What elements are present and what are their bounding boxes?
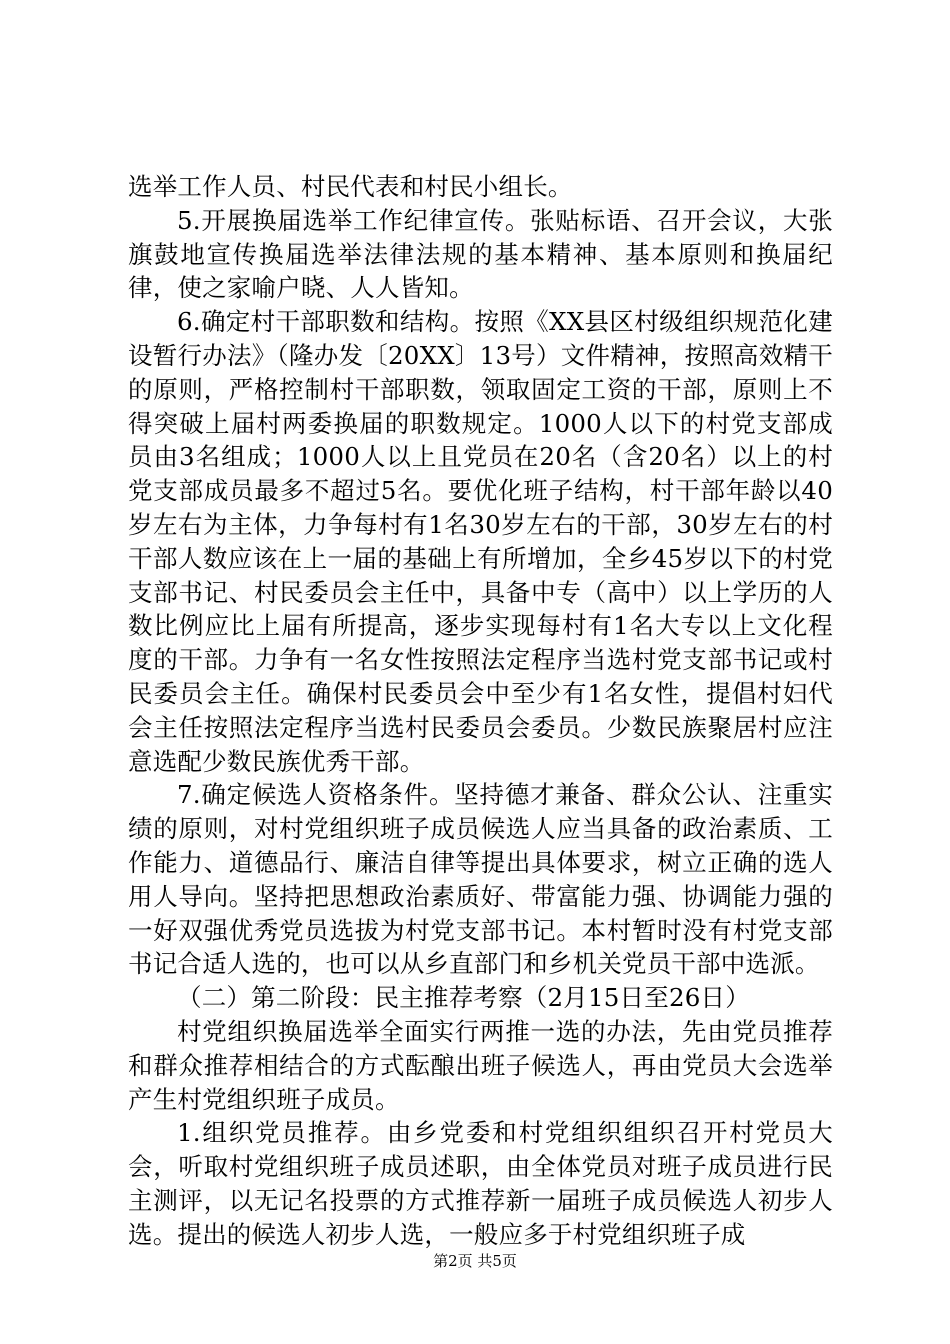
document-body [128,170,833,1252]
paragraph-stage-two-intro: 村党组织换届选举全面实行两推一选的办法，先由党员推荐和群众推荐相结合的方式酝酿出班子候选人，再由党员大会选举产生村党组织班子成员。 [128,1016,833,1114]
paragraph-item-5: 5.开展换届选举工作纪律宣传。张贴标语、召开会议，大张旗鼓地宣传换届选举法律法规的基本精神、基本原则和换届纪律，使之家喻户晓、人人皆知。 [128,205,833,303]
page-footer [0,1251,950,1271]
paragraph-item-7: 7.确定候选人资格条件。坚持德才兼备、群众公认、注重实绩的原则，对村党组织班子成员候选人应当具备的政治素质、工作能力、道德品行、廉洁自律等提出具体要求，树立正确的选人用人导向。坚持把思想政治素质好、带富能力强、协调能力强的一好双强优秀党员选拔为村党支部书记。本村暂时没有村党支部书记合适人选的，也可以从乡直部门和乡机关党员干部中选派。 [128,780,833,979]
page-number: 第2页 共5页 [433,1252,517,1270]
paragraph-item-1-party-recommendation: 1.组织党员推荐。由乡党委和村党组织组织召开村党员大会，听取村党组织班子成员述职，由全体党员对班子成员进行民主测评，以无记名投票的方式推荐新一届班子成员候选人初步人选。提出的候选人初步人选，一般应多于村党组织班子成 [128,1118,833,1249]
paragraph-item-6: 6.确定村干部职数和结构。按照《XX县区村级组织规范化建设暂行办法》（隆办发〔20XX〕13号）文件精神，按照高效精干的原则，严格控制村干部职数，领取固定工资的干部，原则上不得突破上届村两委换届的职数规定。1000人以下的村党支部成员由3名组成；1000人以上且党员在20名（含20名）以上的村党支部成员最多不超过5名。要优化班子结构，村干部年龄以40岁左右为主体，力争每村有1名30岁左右的干部，30岁左右的村干部人数应该在上一届的基础上有所增加，全乡45岁以下的村党支部书记、村民委员会主任中，具备中专（高中）以上学历的人数比例应比上届有所提高，逐步实现每村有1名大专以上文化程度的干部。力争有一名女性按照法定程序当选村党支部书记或村民委员会主任。确保村民委员会中至少有1名女性，提倡村妇代会主任按照法定程序当选村民委员会委员。少数民族聚居村应注意选配少数民族优秀干部。 [128,307,833,776]
section-heading-stage-two: （二）第二阶段：民主推荐考察（2月15日至26日） [177,983,750,1013]
paragraph-continuation: 选举工作人员、村民代表和村民小组长。 [128,172,573,201]
